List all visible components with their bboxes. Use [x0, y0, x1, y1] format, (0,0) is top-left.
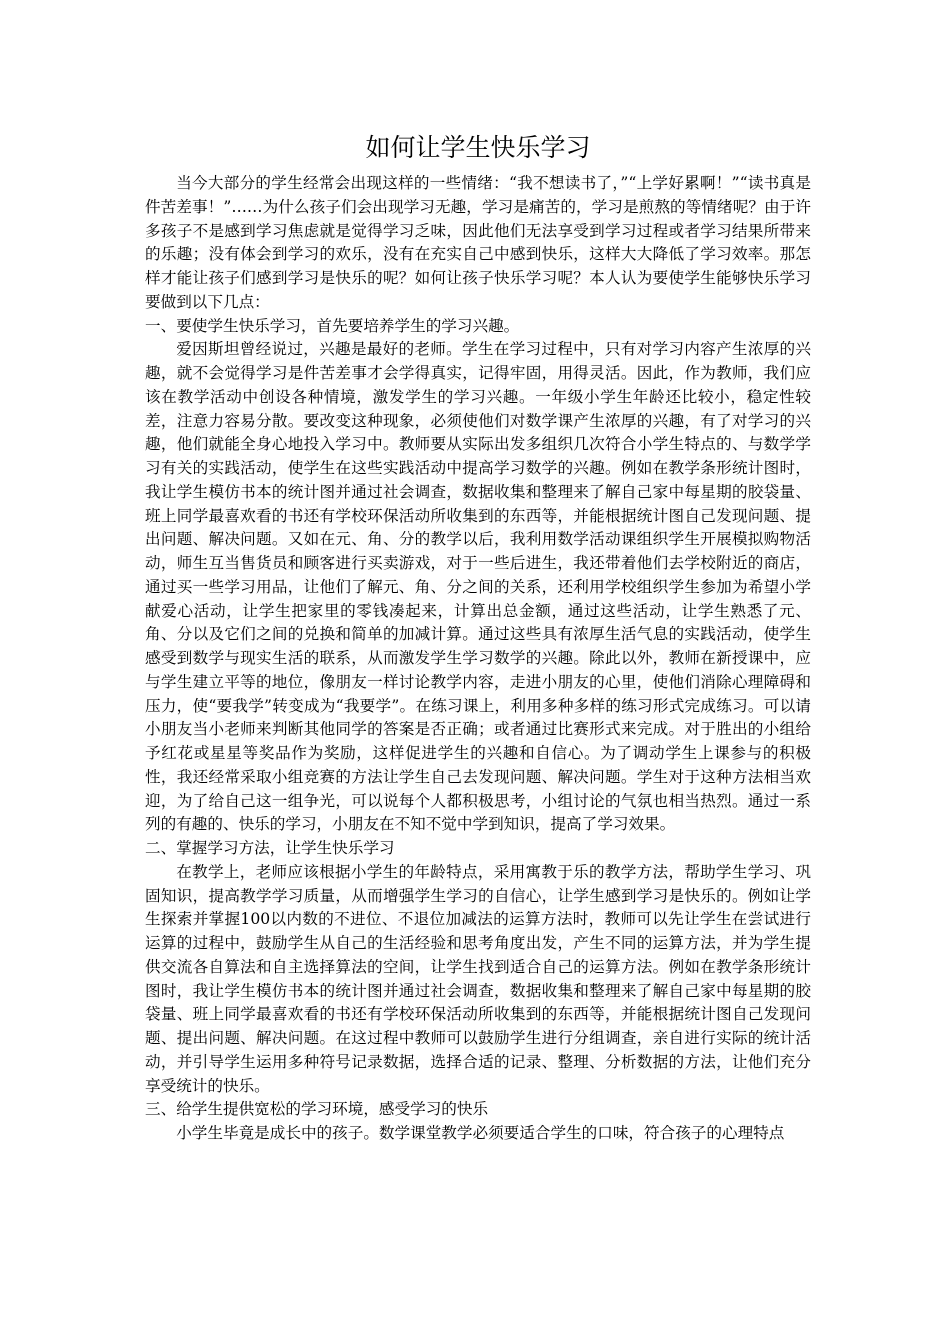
document-title: 如何让学生快乐学习	[365, 133, 591, 162]
section-2-heading: 二、掌握学习方法，让学生快乐学习	[145, 839, 395, 857]
section-1-heading: 一、要使学生快乐学习，首先要培养学生的学习兴趣。	[145, 316, 520, 335]
section-1-body: 爱因斯坦曾经说过，兴趣是最好的老师。学生在学习过程中，只有对学习内容产生浓厚的兴趣，就不会觉得学习是件苦差事才会学得真实，记得牢固，用得灵活。因此，作为教师，我们应该在教学活动中创设各种情境，激发学生的学习兴趣。一年级小学生年龄还比较小，稳定性较差，注意力容易分散。要改变这种现象，必须使他们对数学课产生浓厚的兴趣，有了对学习的兴趣，他们就能全身心地投入学习中。教师要从实际出发多组织几次符合小学生特点的、与数学学习有关的实践活动，使学生在这些实践活动中提高学习数学的兴趣。例如在教学条形统计图时，我让学生模仿书本的统计图并通过社会调查，数据收集和整理来了解自己家中每星期的胶袋量、班上同学最喜欢看的书还有学校环保活动所收集到的东西等，并能根据统计图自己发现问题、提出问题、解决问题。又如在元、角、分的教学以后，我利用数学活动课组织学生开展模拟购物活动，师生互当售货员和顾客进行买卖游戏，对于一些后进生，我还带着他们去学校附近的商店，通过买一些学习用品，让他们了解元、角、分之间的关系，还利用学校组织学生参加为希望小学献爱心活动，让学生把家里的零钱凑起来，计算出总金额，通过这些活动，让学生熟悉了元、角、分以及它们之间的兑换和简单的加减计算。通过这些具有浓厚生活气息的实践活动，使学生感受到数学与现实生活的联系，从而激发学生学习数学的兴趣。除此以外，教师在新授课中，应与学生建立平等的地位，像朋友一样讨论教学内容，走进小朋友的心里，使他们消除心理障碍和压力，使“要我学”转变成为“我要学”。在练习课上，利用多种多样的练习形式完成练习。可以请小朋友当小老师来判断其他同学的答案是否正确；或者通过比赛形式来完成。对于胜出的小组给予红花或星星等奖品作为奖励，这样促进学生的兴趣和自信心。为了调动学生上课参与的积极性，我还经常采取小组竞赛的方法让学生自己去发现问题、解决问题。学生对于这种方法相当欢迎，为了给自己这一组争光，可以说每个人都积极思考，小组讨论的气氛也相当热烈。通过一系列的有趣的、快乐的学习，小朋友在不知不觉中学到知识，提高了学习效果。	[145, 340, 811, 834]
document-page	[145, 130, 811, 1146]
section-3-heading: 三、给学生提供宽松的学习环境，感受学习的快乐	[145, 1100, 489, 1119]
intro-paragraph: 当今大部分的学生经常会出现这样的一些情绪：“我不想读书了，”“上学好累啊！”“读书真是件苦差事！”……为什么孩子们会出现学习无趣，学习是痛苦的，学习是煎熬的等情绪呢？由于许多孩子不是感到学习焦虑就是觉得学习乏味，因此他们无法享受到学习过程或者学习结果所带来的乐趣；没有体会到学习的欢乐，没有在充实自己中感到快乐，这样大大降低了学习效率。那怎样才能让孩子们感到学习是快乐的呢？如何让孩子快乐学习呢？本人认为要使学生能够快乐学习要做到以下几点：	[145, 174, 811, 311]
section-3-body: 小学生毕竟是成长中的孩子。数学课堂教学必须要适合学生的口味，符合孩子的心理特点	[176, 1124, 785, 1142]
section-2-body: 在教学上，老师应该根据小学生的年龄特点，采用寓教于乐的教学方法，帮助学生学习、巩固知识，提高教学学习质量，从而增强学生学习的自信心，让学生感到学习是快乐的。例如让学生探索并掌握100以内数的不进位、不退位加减法的运算方法时，教师可以先让学生在尝试进行运算的过程中，鼓励学生从自己的生活经验和思考角度出发，产生不同的运算方法，并为学生提供交流各自算法和自主选择算法的空间，让学生找到适合自己的运算方法。例如在教学条形统计图时，我让学生模仿书本的统计图并通过社会调查，数据收集和整理来了解自己家中每星期的胶袋量、班上同学最喜欢看的书还有学校环保活动所收集到的东西等，并能根据统计图自己发现问题、提出问题、解决问题。在这过程中教师可以鼓励学生进行分组调查，亲自进行实际的统计活动，并引导学生运用多种符号记录数据，选择合适的记录、整理、分析数据的方法，让他们充分享受统计的快乐。	[145, 862, 811, 1095]
